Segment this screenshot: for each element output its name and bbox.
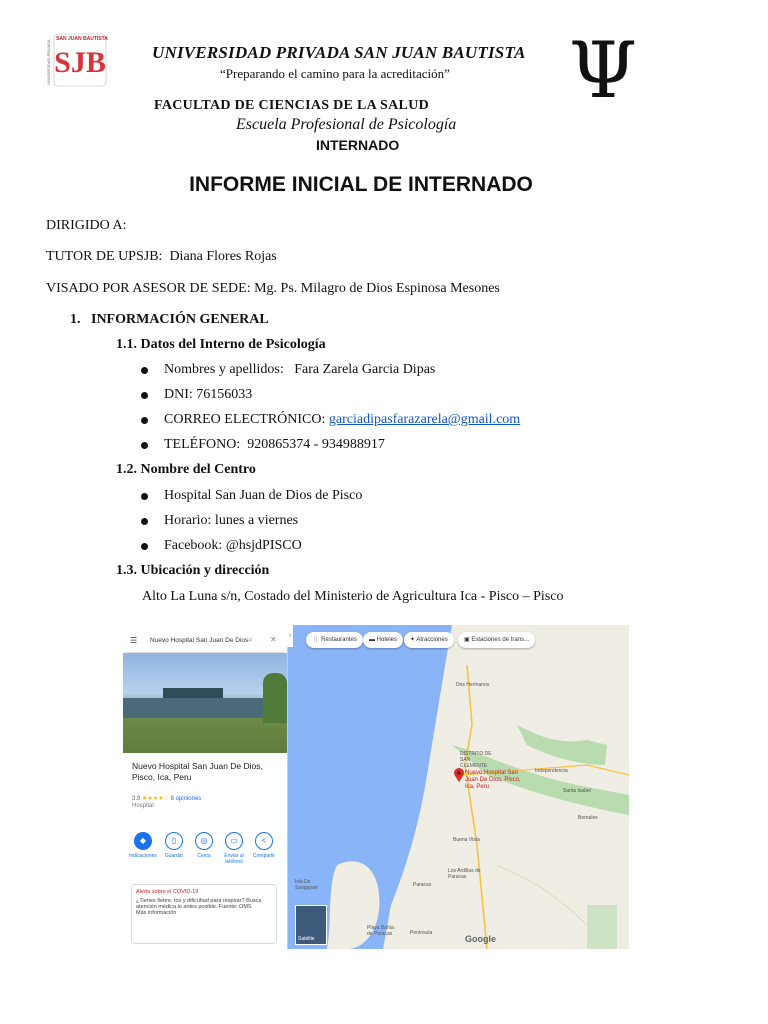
- logo-arc-text: SAN JUAN BAUTISTA: [56, 36, 108, 42]
- place-category: Hospital: [132, 803, 154, 809]
- covid-more-link[interactable]: Más información: [136, 910, 177, 916]
- share-icon: <: [255, 832, 273, 850]
- schedule: Horario: lunes a viernes: [164, 513, 299, 528]
- nearby-icon: ◎: [195, 832, 213, 850]
- map-label: Buena Vista: [453, 837, 480, 843]
- bullet-icon: [140, 442, 150, 452]
- document-title: INFORME INICIAL DE INTERNADO: [189, 173, 533, 196]
- bookmark-icon: ▯: [165, 832, 183, 850]
- bullet-icon: [140, 392, 150, 402]
- motto: “Preparando el camino para la acreditación”: [220, 66, 450, 81]
- intern-name-line: [164, 362, 435, 378]
- phone-label: TELÉFONO:: [164, 437, 241, 452]
- directions-button[interactable]: [129, 832, 157, 859]
- chip-attractions[interactable]: [404, 632, 454, 648]
- send-to-phone-button[interactable]: [220, 832, 248, 865]
- reviews-link[interactable]: 8 opiniones: [170, 796, 202, 802]
- place-panel: [123, 625, 288, 949]
- chip-restaurants[interactable]: [306, 632, 363, 648]
- phone-icon: ▭: [225, 832, 243, 850]
- bullet-icon: [140, 367, 150, 377]
- name-label: Nombres y apellidos:: [164, 362, 284, 377]
- rating-value: 3.9: [132, 796, 141, 802]
- chip-hotels[interactable]: [363, 632, 403, 648]
- center-name: Hospital San Juan de Dios de Pisco: [164, 488, 363, 503]
- place-name: Nuevo Hospital San Juan De Dios, Pisco, Ica, Peru: [132, 761, 263, 782]
- bullet-icon: [140, 518, 150, 528]
- chip-restaurants-label: Restaurantes: [321, 637, 357, 643]
- bullet-icon: [140, 493, 150, 503]
- bullet-icon: [140, 543, 150, 553]
- advisor-name: Mg. Ps. Milagro de Dios Espinosa Mesones: [254, 281, 500, 296]
- chip-transit-label: Estaciones de trans...: [471, 637, 530, 643]
- map-label: Playa Bahía de Paracas: [367, 925, 394, 937]
- collapse-panel-icon[interactable]: ‹: [287, 625, 293, 647]
- email-line: [164, 412, 520, 428]
- search-icon[interactable]: ⌕: [248, 635, 253, 644]
- map-label: Independencia: [535, 768, 568, 774]
- dni-line: DNI: 76156033: [164, 387, 253, 402]
- close-icon[interactable]: ✕: [270, 635, 277, 644]
- share-button[interactable]: [250, 832, 278, 859]
- directions-icon: ◆: [134, 832, 152, 850]
- map-label: DISTRITO DE SAN CLEMENTE: [460, 751, 492, 769]
- covid-alert-text: ¿Tienes fiebre, tos y dificultad para respirar? Busca atención médica lo antes posible. Fuente: OMS: [136, 898, 262, 910]
- map-label: Isla De Sangayan: [295, 879, 318, 891]
- map-screenshot: [123, 625, 629, 949]
- bullet-icon: [140, 417, 150, 427]
- restaurant-icon: 🍴: [312, 637, 320, 643]
- share-label: Compartir: [253, 853, 275, 859]
- address: Alto La Luna s/n, Costado del Ministerio de Agricultura Ica - Pisco – Pisco: [142, 589, 564, 604]
- tutor-name: Diana Flores Rojas: [169, 249, 277, 264]
- phone-line: [164, 437, 385, 453]
- map-label: Santa Isabel: [563, 788, 591, 794]
- attraction-icon: ✦: [410, 637, 416, 643]
- email-link[interactable]: garciadipasfarazarela@gmail.com: [328, 412, 521, 427]
- advisor-label: VISADO POR ASESOR DE SEDE:: [46, 281, 251, 296]
- map-label: Paracas: [413, 882, 432, 888]
- name-value: Fara Zarela Garcia Dipas: [294, 362, 436, 377]
- save-label: Guardar: [164, 853, 184, 859]
- university-name: UNIVERSIDAD PRIVADA SAN JUAN BAUTISTA: [152, 43, 526, 62]
- place-rating: [132, 795, 201, 802]
- map-label: Península: [410, 930, 433, 936]
- faculty-name: FACULTAD DE CIENCIAS DE LA SALUD: [154, 98, 430, 113]
- logo-side-text: UNIVERSIDAD PRIVADA: [46, 39, 51, 85]
- subsection-heading-intern: 1.1. Datos del Interno de Psicología: [116, 337, 326, 352]
- nearby-label: Cerca: [197, 853, 211, 859]
- satellite-label: Satélite: [298, 936, 315, 942]
- addressed-label: DIRIGIDO A:: [46, 218, 127, 233]
- tutor-label: TUTOR DE UPSJB:: [46, 249, 163, 264]
- google-logo: Google: [465, 934, 496, 944]
- hotel-icon: ▬: [369, 637, 375, 643]
- section-heading-general: 1. INFORMACIÓN GENERAL: [70, 312, 269, 327]
- location-pin-icon[interactable]: [454, 768, 464, 782]
- facebook: Facebook: @hsjdPISCO: [164, 538, 302, 553]
- chip-attractions-label: Atracciones: [416, 637, 448, 643]
- satellite-toggle[interactable]: [295, 905, 327, 945]
- hospital-photo: [123, 653, 287, 753]
- map-canvas: [287, 625, 629, 949]
- covid-alert-card: [131, 884, 277, 944]
- chip-hotels-label: Hoteles: [376, 637, 398, 643]
- nearby-button[interactable]: [190, 832, 218, 859]
- map-label: Dos Hermanos: [456, 682, 490, 688]
- subsection-heading-center: 1.2. Nombre del Centro: [116, 462, 256, 477]
- menu-icon[interactable]: ☰: [130, 636, 138, 645]
- directions-label: Indicaciones: [129, 853, 157, 859]
- pin-label: Nuevo Hospital San Juan De Dios, Pisco, Ica, Peru: [465, 770, 521, 790]
- transit-icon: ▣: [464, 637, 470, 643]
- email-label: CORREO ELECTRÓNICO:: [164, 412, 326, 427]
- advisor-line: [46, 281, 500, 297]
- rating-stars-icon: ★★★★☆: [142, 796, 169, 802]
- covid-alert-title: Alerta sobre el COVID-19: [136, 889, 199, 895]
- university-logo: [44, 30, 110, 90]
- department-name: INTERNADO: [316, 137, 400, 153]
- psi-symbol-icon: Ψ: [568, 26, 638, 116]
- map-label: Los Ardillas de Paracas: [448, 868, 481, 880]
- save-button[interactable]: [160, 832, 188, 859]
- map-search-bar[interactable]: [126, 630, 284, 653]
- logo-letters: SJB: [54, 46, 106, 79]
- send-to-phone-label: Enviar al teléfono: [224, 853, 244, 865]
- subsection-heading-location: 1.3. Ubicación y dirección: [116, 563, 270, 578]
- school-name: Escuela Profesional de Psicología: [236, 116, 457, 133]
- phone-value: 920865374 - 934988917: [247, 437, 385, 452]
- map-search-input[interactable]: Nuevo Hospital San Juan De Dios: [150, 637, 249, 644]
- map-label: Bernales: [578, 815, 598, 821]
- chip-transit[interactable]: [458, 632, 535, 648]
- tutor-line: [46, 249, 277, 265]
